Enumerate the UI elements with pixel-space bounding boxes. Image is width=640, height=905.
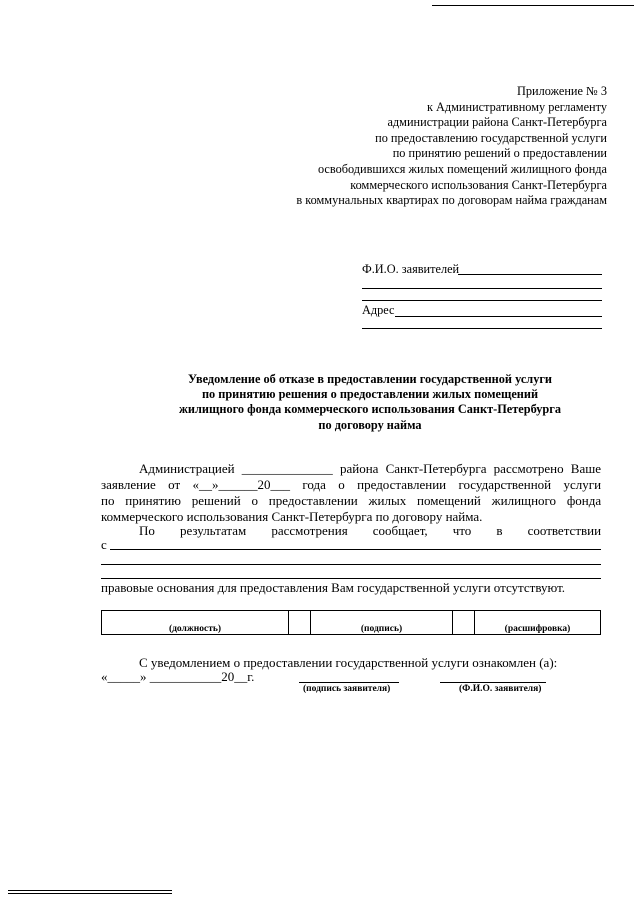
applicant-signature-field[interactable] — [299, 682, 399, 683]
footnote-rule-2 — [8, 893, 172, 894]
reason-field-line[interactable] — [101, 564, 601, 565]
appendix-line: освободившихся жилых помещений жилищного фонда — [317, 161, 607, 176]
address-extra-line[interactable] — [362, 328, 602, 329]
acknowledgement-text: С уведомлением о предоставлении государственной услуги ознакомлен (а): — [139, 655, 558, 670]
footnote-rule — [8, 890, 172, 891]
body-line-6-prefix: с — [101, 537, 107, 552]
title-line: по договору найма — [318, 417, 422, 432]
applicant-signature-caption: (подпись заявителя) — [303, 684, 391, 694]
fio-extra-line[interactable] — [362, 288, 602, 289]
appendix-line: по предоставлению государственной услуги — [375, 130, 607, 145]
decoding-caption: (расшифровка) — [504, 624, 571, 634]
body-line-3: по принятию решений о предоставлении жилых помещений жилищного фонда — [101, 493, 602, 508]
body-line-4: коммерческого использования Санкт-Петербурга по договору найма. — [101, 509, 483, 524]
reason-field-line[interactable] — [101, 578, 601, 579]
appendix-header — [247, 84, 607, 209]
administration-blank[interactable]: ______________ — [241, 461, 333, 476]
position-caption: (должность) — [168, 624, 222, 634]
signature-table — [101, 610, 601, 635]
decoding-cell[interactable] — [475, 611, 601, 635]
title-line: жилищного фонда коммерческого использования Санкт-Петербурга — [179, 402, 561, 417]
fio-extra-line[interactable] — [362, 300, 602, 301]
appendix-line: администрации района Санкт-Петербурга — [387, 115, 607, 130]
spacer-cell — [289, 611, 311, 635]
body-line-2: заявление от «__»______20___ года о предоставлении государственной услуги — [101, 477, 602, 492]
address-field[interactable] — [395, 316, 602, 317]
appendix-line: к Административному регламенту — [426, 99, 607, 114]
acknowledgement-date[interactable]: «_____» ___________20__г. — [101, 669, 255, 684]
appendix-line: по принятию решений о предоставлении — [392, 146, 607, 161]
fio-field[interactable] — [458, 274, 602, 275]
applicant-fio-caption: (Ф.И.О. заявителя) — [459, 684, 542, 694]
notice-title — [100, 372, 640, 433]
body-line-1: Администрацией ______________ района Санкт-Петербурга рассмотрено Ваше — [139, 461, 602, 476]
address-label: Адрес — [362, 303, 395, 317]
reason-field[interactable] — [110, 549, 601, 550]
appendix-line: коммерческого использования Санкт-Петербурга — [350, 177, 607, 192]
applicant-fio-field[interactable] — [440, 682, 546, 683]
fio-label: Ф.И.О. заявителей — [362, 262, 460, 276]
signature-caption: (подпись) — [360, 624, 403, 634]
signature-cell[interactable] — [311, 611, 453, 635]
top-rule — [432, 5, 634, 6]
application-date-blank[interactable]: «__»______20___ — [192, 477, 291, 492]
appendix-line: в коммунальных квартирах по договорам найма гражданам — [296, 193, 607, 208]
body-line-7: правовые основания для предоставления Вам государственной услуги отсутствуют. — [101, 580, 566, 595]
title-line: Уведомление об отказе в предоставлении государственной услуги — [187, 372, 553, 386]
body-line-5: По результатам рассмотрения сообщает, что в соответствии — [139, 523, 602, 538]
spacer-cell — [453, 611, 475, 635]
position-cell[interactable] — [102, 611, 289, 635]
title-line: по принятию решения о предоставлении жилых помещений — [201, 387, 539, 402]
appendix-line: Приложение № 3 — [516, 84, 607, 98]
